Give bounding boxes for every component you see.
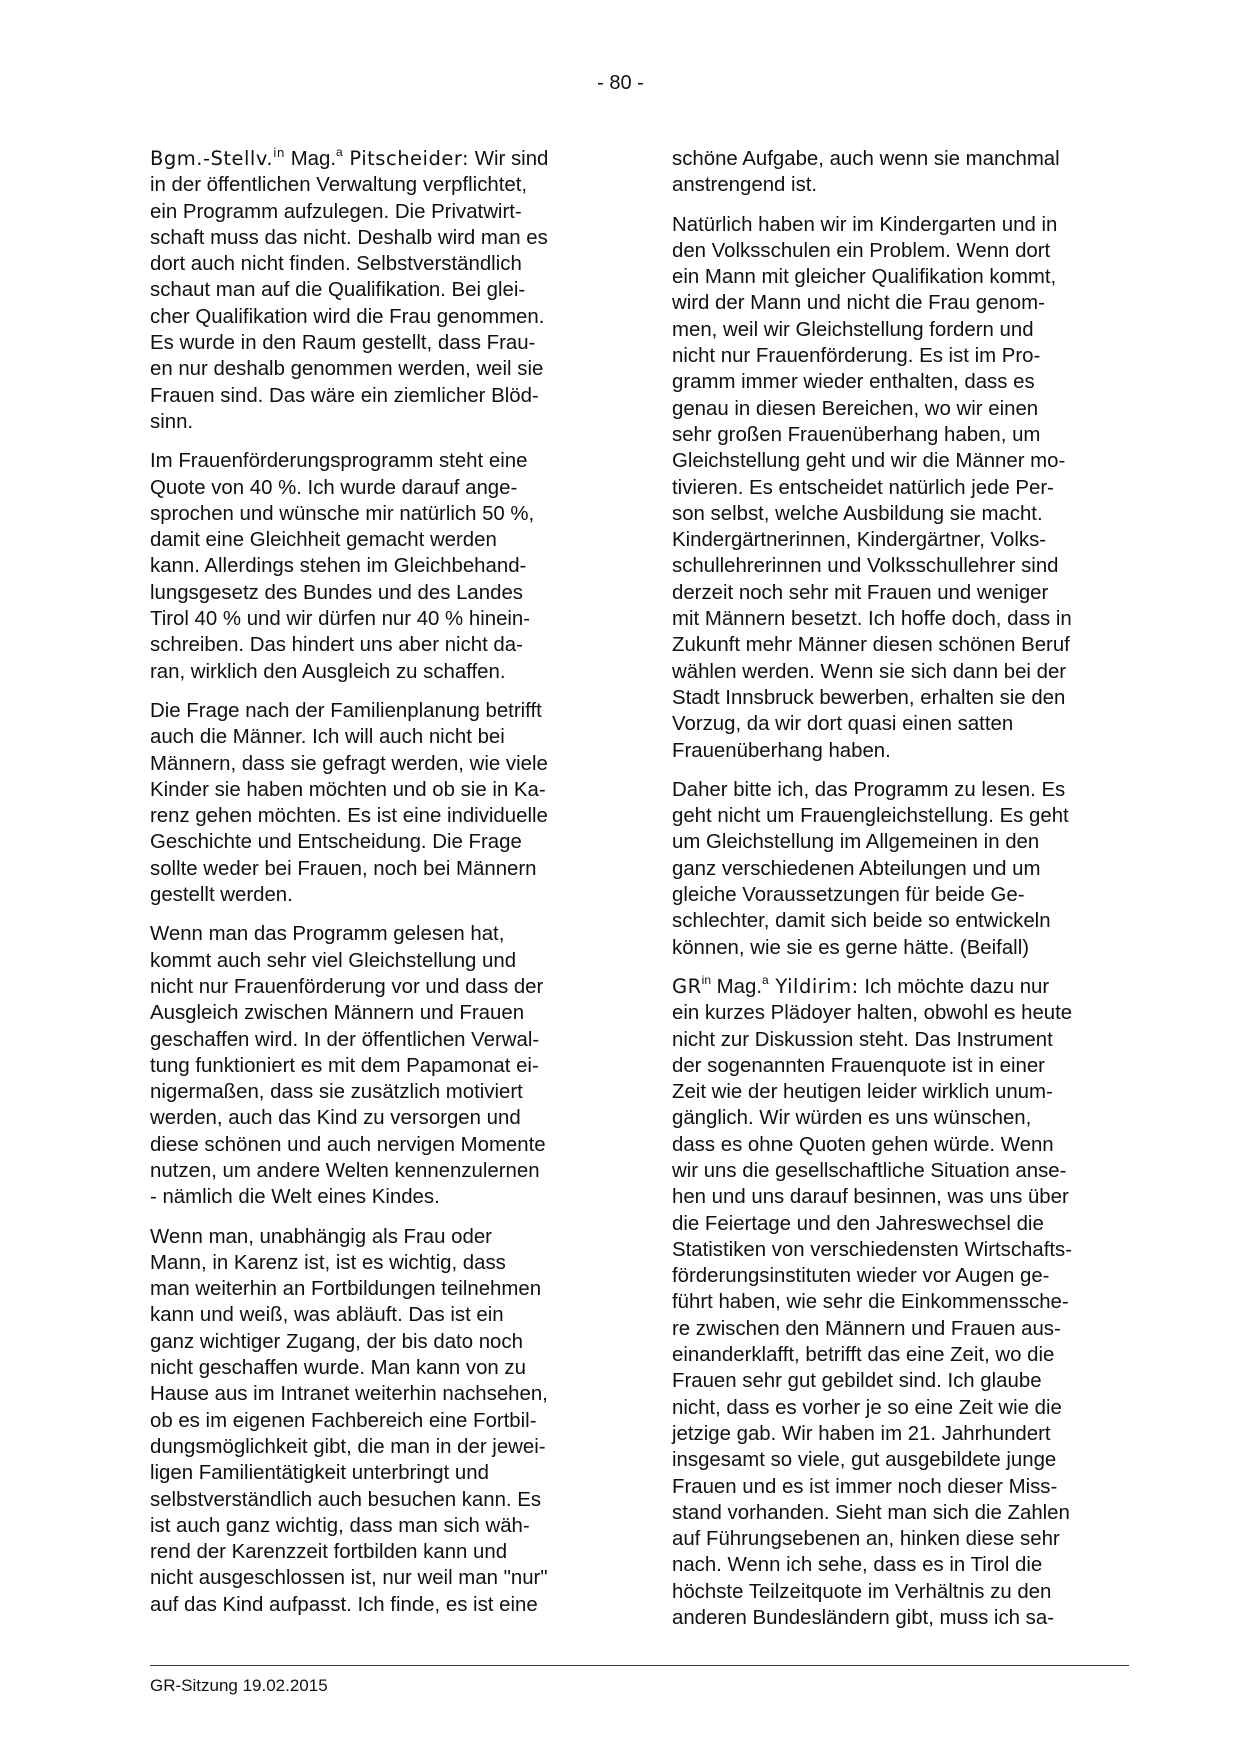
text-line — [150, 146, 606, 172]
text-line: Quote von 40 %. Ich wurde darauf ange- — [150, 476, 518, 499]
paragraph-program — [150, 921, 606, 1210]
text-line: dort auch nicht finden. Selbstverständlich — [150, 253, 522, 276]
text-line: Stadt Innsbruck bewerben, erhalten sie den — [672, 686, 1066, 709]
text-line: ligen Familientätigkeit unterbringt und — [150, 1462, 489, 1485]
text-line: nicht ausgeschlossen ist, nur weil man "nur" — [150, 1567, 548, 1590]
text-line: Wenn man das Programm gelesen hat, — [150, 923, 505, 946]
text-line: tung funktioniert es mit dem Papamonat ei- — [150, 1054, 539, 1077]
text-line: schlechter, damit sich beide so entwickeln — [672, 910, 1051, 933]
left-column — [150, 146, 606, 1631]
text-line: Es wurde in den Raum gestellt, dass Frau- — [150, 332, 536, 355]
text-line: Frauen sehr gut gebildet sind. Ich glaube — [672, 1370, 1042, 1393]
text-line: wird der Mann und nicht die Frau genom- — [672, 292, 1045, 315]
text-line: nach. Wenn ich sehe, dass es in Tirol die — [672, 1554, 1043, 1577]
text-line: sehr großen Frauenüberhang haben, um — [672, 423, 1041, 446]
text-line: Zukunft mehr Männer diesen schönen Beruf — [672, 634, 1070, 657]
speaker-surname: Yildirim: — [768, 974, 859, 998]
text-line: Männern, dass sie gefragt werden, wie viele — [150, 752, 548, 775]
text-line: Wenn man, unabhängig als Frau oder — [150, 1225, 492, 1248]
text-line: sinn. — [150, 410, 194, 433]
text-line: ganz wichtiger Zugang, der bis dato noch — [150, 1330, 523, 1353]
text-line: ein Programm aufzulegen. Die Privatwirt- — [150, 200, 522, 223]
speaker-name: GR — [672, 974, 702, 998]
speaker-superscript: in — [273, 145, 286, 160]
text-line: Ausgleich zwischen Männern und Frauen — [150, 1002, 525, 1025]
text-line: dass es ohne Quoten gehen würde. Wenn — [672, 1133, 1054, 1156]
text-line: man weiterhin an Fortbildungen teilnehmen — [150, 1278, 542, 1301]
text-line: Statistiken von verschiedensten Wirtschafts- — [672, 1238, 1073, 1261]
text-line: renz gehen möchten. Es ist eine individuelle — [150, 805, 548, 828]
paragraph-conclusion — [672, 777, 1128, 961]
text-line: können, wie sie es gerne hätte. (Beifall) — [672, 936, 1030, 959]
text-line: ein Mann mit gleicher Qualifikation kommt, — [672, 266, 1057, 289]
paragraph-continuation — [672, 146, 1128, 199]
text-line: anderen Bundesländern gibt, muss ich sa- — [672, 1607, 1054, 1630]
text-line: hen und uns darauf besinnen, was uns über — [672, 1186, 1069, 1209]
text-line: genau in diesen Bereichen, wo wir einen — [672, 397, 1039, 420]
text-line: derzeit noch sehr mit Frauen und weniger — [672, 581, 1049, 604]
paragraph-kindergarten — [672, 212, 1128, 764]
speech-yildirim — [672, 974, 1128, 1631]
text-line: Frauenüberhang haben. — [672, 739, 891, 762]
text-line: cher Qualifikation wird die Frau genommen. — [150, 305, 545, 328]
speaker-superscript: in — [701, 973, 712, 988]
text-fragment: Ich möchte dazu nur — [858, 975, 1050, 998]
text-line: gleiche Voraussetzungen für beide Ge- — [672, 884, 1025, 907]
text-line: Daher bitte ich, das Programm zu lesen. Es — [672, 778, 1066, 801]
speaker-title: Mag. — [711, 975, 763, 998]
text-line: geht nicht um Frauengleichstellung. Es geht — [672, 805, 1069, 828]
text-line: nutzen, um andere Welten kennenzulernen — [150, 1159, 540, 1182]
text-line: re zwischen den Männern und Frauen aus- — [672, 1317, 1061, 1340]
text-line: tivieren. Es entscheidet natürlich jede Per- — [672, 476, 1054, 499]
paragraph-family-planning — [150, 698, 606, 908]
text-line: nicht nur Frauenförderung. Es ist im Pro- — [672, 345, 1041, 368]
text-line: nicht, dass es vorher je so eine Zeit wie die — [672, 1396, 1062, 1419]
footer-divider — [150, 1665, 1129, 1666]
text-line: förderungsinstituten wieder vor Augen ge- — [672, 1265, 1050, 1288]
text-line: auch die Männer. Ich will auch nicht bei — [150, 726, 505, 749]
text-line: damit eine Gleichheit gemacht werden — [150, 529, 497, 552]
text-line: Kindergärtnerinnen, Kindergärtner, Volks- — [672, 529, 1047, 552]
text-line: dungsmöglichkeit gibt, die man in der jewei- — [150, 1435, 546, 1458]
text-line: höchste Teilzeitquote im Verhältnis zu den — [672, 1580, 1052, 1603]
text-line: diese schönen und auch nervigen Momente — [150, 1133, 546, 1156]
text-line: auf Führungsebenen an, hinken diese sehr — [672, 1528, 1060, 1551]
text-line: jetzige gab. Wir haben im 21. Jahrhundert — [672, 1422, 1051, 1445]
paragraph-quota — [150, 448, 606, 685]
speaker-label — [150, 147, 285, 170]
text-line: schullehrerinnen und Volksschullehrer sind — [672, 555, 1059, 578]
text-line: insgesamt so viele, gut ausgebildete junge — [672, 1449, 1057, 1472]
text-line: kann. Allerdings stehen im Gleichbehand- — [150, 555, 527, 578]
text-line: sollte weder bei Frauen, noch bei Männern — [150, 857, 537, 880]
text-line: Kinder sie haben möchten und ob sie in Ka- — [150, 778, 546, 801]
text-line: wir uns die gesellschaftliche Situation anse- — [672, 1159, 1067, 1182]
text-line: Die Frage nach der Familienplanung betrifft — [150, 699, 542, 722]
speaker-surname: Pitscheider: — [342, 147, 470, 170]
text-line: ein kurzes Plädoyer halten, obwohl es heute — [672, 1002, 1073, 1025]
text-line: ist auch ganz wichtig, dass man sich wäh- — [150, 1514, 530, 1537]
text-line: wählen werden. Wenn sie sich dann bei der — [672, 660, 1067, 683]
speaker-title-superscript: a — [336, 145, 343, 160]
text-line: Geschichte und Entscheidung. Die Frage — [150, 831, 522, 854]
text-line: ran, wirklich den Ausgleich zu schaffen. — [150, 660, 506, 683]
speaker-name: Bgm.-Stellv. — [150, 147, 274, 170]
speaker-title: Mag. — [285, 148, 337, 170]
text-line: kommt auch sehr viel Gleichstellung und — [150, 949, 517, 972]
text-line: selbstverständlich auch besuchen kann. Es — [150, 1488, 542, 1511]
footer-session-label: GR-Sitzung 19.02.2015 — [150, 1676, 328, 1695]
text-line: mit Männern besetzt. Ich hoffe doch, dass in — [672, 608, 1072, 631]
paragraph-parental-leave — [150, 1224, 606, 1618]
text-line: gestellt werden. — [150, 884, 293, 907]
text-line: Frauen und es ist immer noch dieser Miss- — [672, 1475, 1058, 1498]
text-line: stand vorhanden. Sieht man sich die Zahlen — [672, 1501, 1070, 1524]
text-line: führt haben, wie sehr die Einkommenssche- — [672, 1291, 1069, 1314]
text-line: gramm immer wieder enthalten, dass es — [672, 371, 1035, 394]
text-line: schöne Aufgabe, auch wenn sie manchmal — [672, 148, 1060, 170]
text-line: den Volksschulen ein Problem. Wenn dort — [672, 239, 1051, 262]
text-line: nigermaßen, dass sie zusätzlich motiviert — [150, 1081, 523, 1104]
text-line: Tirol 40 % und wir dürfen nur 40 % hinein- — [150, 608, 531, 631]
text-line: um Gleichstellung im Allgemeinen in den — [672, 831, 1040, 854]
text-line: Hause aus im Intranet weiterhin nachsehen, — [150, 1383, 548, 1406]
speaker-title-superscript: a — [762, 973, 769, 988]
text-line: son selbst, welche Ausbildung sie macht. — [672, 502, 1043, 525]
text-line: rend der Karenzzeit fortbilden kann und — [150, 1541, 508, 1564]
text-line: geschaffen wird. In der öffentlichen Verwal- — [150, 1028, 540, 1051]
text-line: schreiben. Das hindert uns aber nicht da- — [150, 634, 523, 657]
text-line: Gleichstellung geht und wir die Männer mo- — [672, 450, 1066, 473]
text-line: schaut man auf die Qualifikation. Bei glei- — [150, 279, 526, 302]
text-line: die Feiertage und den Jahreswechsel die — [672, 1212, 1044, 1235]
speech-pitscheider — [150, 146, 606, 435]
text-line: - nämlich die Welt eines Kindes. — [150, 1186, 440, 1209]
page-number: - 80 - — [597, 72, 644, 94]
text-line: der sogenannten Frauenquote ist in einer — [672, 1054, 1045, 1077]
text-fragment: Wir sind — [469, 148, 549, 170]
text-line — [672, 974, 1128, 1000]
text-line: men, weil wir Gleichstellung fordern und — [672, 318, 1034, 341]
text-line: einanderklafft, betrifft das eine Zeit, wo die — [672, 1344, 1055, 1367]
text-line: nicht nur Frauenförderung vor und dass der — [150, 975, 544, 998]
text-line: ob es im eigenen Fachbereich eine Fortbil- — [150, 1409, 537, 1432]
text-line: nicht geschaffen wurde. Man kann von zu — [150, 1357, 526, 1380]
text-line: lungsgesetz des Bundes und des Landes — [150, 581, 523, 604]
text-line: Zeit wie der heutigen leider wirklich unum- — [672, 1081, 1053, 1104]
text-line: in der öffentlichen Verwaltung verpflichtet, — [150, 174, 528, 197]
text-line: kann und weiß, was abläuft. Das ist ein — [150, 1304, 504, 1327]
text-line: Frauen sind. Das wäre ein ziemlicher Blöd- — [150, 384, 539, 407]
text-line: auf das Kind aufpasst. Ich finde, es ist eine — [150, 1593, 538, 1616]
text-line: schaft muss das nicht. Deshalb wird man es — [150, 226, 548, 249]
text-line: Mann, in Karenz ist, ist es wichtig, dass — [150, 1251, 506, 1274]
text-line: Im Frauenförderungsprogramm steht eine — [150, 450, 528, 473]
right-column — [672, 146, 1128, 1644]
text-line: nicht zur Diskussion steht. Das Instrument — [672, 1028, 1053, 1051]
text-line: Vorzug, da wir dort quasi einen satten — [672, 713, 1014, 736]
text-line: sprochen und wünsche mir natürlich 50 %, — [150, 502, 535, 525]
text-line: ganz verschiedenen Abteilungen und um — [672, 857, 1041, 880]
text-line: werden, auch das Kind zu versorgen und — [150, 1107, 521, 1130]
text-line: Natürlich haben wir im Kindergarten und in — [672, 213, 1058, 236]
text-line: en nur deshalb genommen werden, weil sie — [150, 358, 544, 381]
text-line: anstrengend ist. — [672, 174, 818, 197]
text-line: gänglich. Wir würden es uns wünschen, — [672, 1107, 1032, 1130]
